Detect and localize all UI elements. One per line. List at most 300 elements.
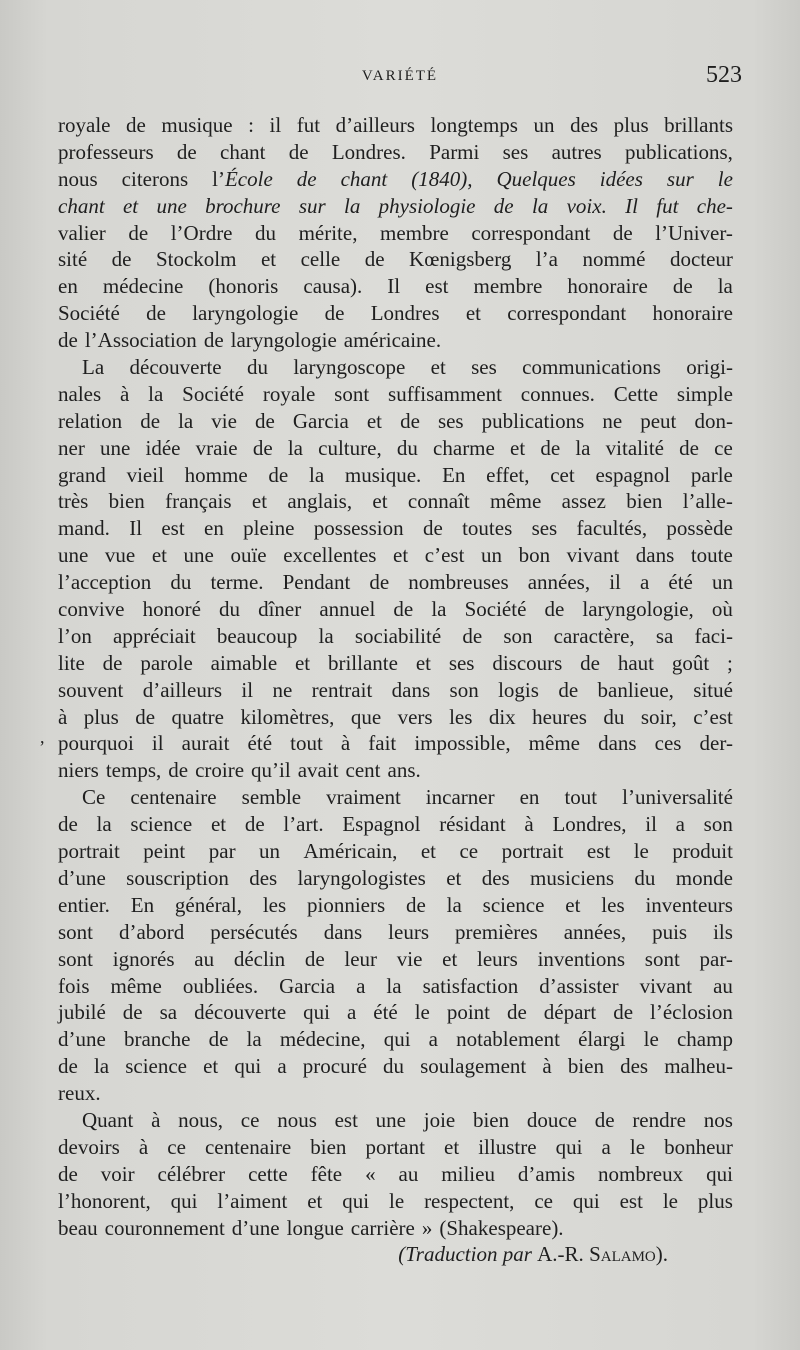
word: et <box>294 650 311 675</box>
text-line <box>58 730 740 757</box>
word: a <box>277 1054 287 1079</box>
word: et <box>465 301 481 326</box>
word: la <box>96 812 112 837</box>
word: du <box>383 1054 405 1079</box>
word: est <box>586 839 611 864</box>
text-line <box>58 246 740 273</box>
word: du <box>634 865 656 890</box>
word: lite <box>58 650 85 675</box>
margin-mark: , <box>40 727 45 747</box>
word: qui <box>170 1188 198 1213</box>
word: Parmi <box>429 139 480 164</box>
word: d’amis <box>517 1161 576 1186</box>
credit-initials: A.-R. <box>537 1242 590 1267</box>
word: brillante <box>327 650 398 675</box>
word: français <box>165 489 232 514</box>
word: peut <box>640 408 677 433</box>
word: (1840), <box>411 166 473 191</box>
word: inventeurs <box>645 892 733 917</box>
word: une <box>100 435 131 460</box>
word: joie <box>423 1107 456 1132</box>
word: de <box>613 1000 634 1025</box>
word: c’est <box>424 543 465 568</box>
word: chant <box>220 139 266 164</box>
word: même <box>110 973 162 998</box>
word: Garcia <box>279 973 336 998</box>
word: des <box>620 1054 649 1079</box>
word: semble <box>241 785 302 810</box>
word: dîner <box>258 597 302 622</box>
credit-name: Salamo <box>589 1242 656 1267</box>
word: persécutés <box>210 919 298 944</box>
word: bonheur <box>664 1134 733 1159</box>
word: puis <box>652 919 688 944</box>
word: de <box>58 328 78 353</box>
word: ils <box>713 919 733 944</box>
running-title: VARIÉTÉ <box>361 68 439 84</box>
word: aimable <box>210 650 278 675</box>
word: champ <box>676 1027 733 1052</box>
text-line <box>58 677 740 704</box>
word: bien <box>108 489 145 514</box>
word: départ <box>543 1000 597 1025</box>
word: Société <box>182 381 244 406</box>
word: physiologie <box>378 193 476 218</box>
word: simple <box>676 381 733 406</box>
word: son <box>449 677 479 702</box>
word: de <box>594 1107 615 1132</box>
word: à <box>151 1107 161 1132</box>
word: portant <box>365 1134 425 1159</box>
word: notablement <box>456 1027 560 1052</box>
word: Espagnol <box>342 812 421 837</box>
word: de <box>140 408 161 433</box>
word: idées <box>599 166 643 191</box>
word: correspondant <box>471 220 591 245</box>
word: science <box>125 1054 187 1079</box>
word: été <box>247 731 273 756</box>
word: fut <box>296 113 321 137</box>
word: musique <box>161 113 233 137</box>
page-number: 523 <box>706 62 742 88</box>
word: de <box>58 812 78 837</box>
word: vie <box>396 946 423 971</box>
word: été <box>373 1000 398 1025</box>
word: des <box>481 865 510 890</box>
text-line <box>58 1215 740 1242</box>
word: l’universalité <box>622 785 733 810</box>
word: du <box>246 355 268 380</box>
word: incarner <box>425 785 495 810</box>
word: centenaire <box>130 785 217 810</box>
word: le <box>633 839 649 864</box>
word: a <box>601 1134 611 1159</box>
word: a <box>356 973 366 998</box>
word: du <box>396 435 418 460</box>
word: a <box>346 1000 357 1025</box>
word: impossible, <box>414 731 511 756</box>
text-line <box>58 408 740 435</box>
word: parle <box>690 462 733 487</box>
text-line <box>58 273 740 300</box>
word: respectent, <box>424 1188 515 1213</box>
word: Londres <box>370 301 440 326</box>
word: l’on <box>58 623 92 648</box>
word: de <box>558 677 579 702</box>
word: (honoris <box>208 274 279 299</box>
word: une <box>375 1107 406 1132</box>
text-line <box>58 1026 740 1053</box>
word: laryngologie, <box>582 597 694 622</box>
word: l’honorent, <box>58 1188 151 1213</box>
word: le <box>643 1027 659 1052</box>
word: qui <box>572 1188 600 1213</box>
word: tout <box>290 731 323 756</box>
word: nommé <box>582 247 646 272</box>
word: de <box>244 812 265 837</box>
word: été <box>668 570 693 595</box>
word: Pendant <box>282 570 351 595</box>
word: kilomètres, <box>240 704 335 729</box>
word: ignorés <box>112 946 175 971</box>
word: de <box>208 1027 229 1052</box>
word: l’aiment <box>217 1188 288 1213</box>
word: en <box>58 274 78 299</box>
word: niers <box>58 758 99 783</box>
word: de <box>288 139 309 164</box>
word: il <box>241 677 254 702</box>
word: pourquoi <box>58 731 134 756</box>
word: souscription <box>126 865 229 890</box>
word: l’Association <box>84 328 197 353</box>
word: nales <box>58 381 102 406</box>
credit-open-paren: ( <box>398 1242 406 1267</box>
word: rendre <box>632 1107 686 1132</box>
word: docteur <box>669 247 733 272</box>
word: leurs <box>477 946 518 971</box>
word: et <box>446 865 462 890</box>
word: ces <box>654 731 682 756</box>
word: correspondant <box>507 301 627 326</box>
text-line <box>58 784 740 811</box>
word: un <box>481 543 503 568</box>
word: nos <box>703 1107 733 1132</box>
word: toutes <box>462 516 513 541</box>
word: la <box>178 408 194 433</box>
word: de <box>296 166 317 191</box>
word: premières <box>454 919 538 944</box>
word: et <box>203 1054 219 1079</box>
word: temps, <box>105 758 162 783</box>
word: est <box>161 516 185 541</box>
word: cette <box>248 1161 288 1186</box>
word: possession <box>313 516 404 541</box>
word: che- <box>696 193 733 218</box>
word: qu’il <box>251 758 291 783</box>
word: soulagement <box>420 1054 527 1079</box>
word: et <box>251 489 268 514</box>
text-line <box>58 811 740 838</box>
word: très <box>58 489 89 514</box>
word: d’une <box>231 1215 280 1240</box>
word: de <box>126 113 146 137</box>
word: plus <box>83 704 119 729</box>
text-line <box>58 166 740 193</box>
word: discours <box>492 650 563 675</box>
word: un <box>711 570 733 595</box>
word: du <box>170 570 192 595</box>
word: années, <box>527 570 591 595</box>
word: le <box>414 1000 430 1025</box>
word: des <box>249 865 278 890</box>
word: la <box>431 597 447 622</box>
word: branche <box>123 1027 191 1052</box>
word: pionniers <box>306 892 386 917</box>
word: de <box>254 408 275 433</box>
word: à <box>138 1134 149 1159</box>
word: possède <box>666 516 733 541</box>
word: honoraire <box>567 274 648 299</box>
word: leurs <box>388 919 429 944</box>
word: la <box>386 973 402 998</box>
word: un <box>533 113 555 137</box>
word: est <box>425 274 449 299</box>
word: au <box>713 973 733 998</box>
word: et <box>372 489 388 514</box>
word: portrait <box>501 839 564 864</box>
word: valier <box>58 220 106 245</box>
word: la <box>575 435 591 460</box>
word: souvent <box>58 677 124 702</box>
word: laryngologie <box>230 328 337 353</box>
word: à <box>524 812 534 837</box>
word: le <box>389 1188 405 1213</box>
word: appréciait <box>112 623 196 648</box>
word: honoraire <box>652 301 733 326</box>
word: du <box>219 597 240 622</box>
text-line <box>58 193 740 220</box>
word: relation <box>58 408 123 433</box>
word: toute <box>690 543 733 568</box>
word: Ce <box>82 785 106 810</box>
text-line <box>58 623 740 650</box>
word: sa <box>655 623 674 648</box>
word: malheu- <box>664 1054 733 1079</box>
word: origi- <box>686 355 733 380</box>
word: longtemps <box>430 113 518 137</box>
word: ses <box>448 650 475 675</box>
word: peint <box>143 839 186 864</box>
word: leur <box>344 946 378 971</box>
word: de <box>168 758 189 783</box>
word: des <box>570 113 599 137</box>
word: le <box>662 1188 678 1213</box>
word: anglais, <box>287 489 353 514</box>
word: royale <box>58 113 111 137</box>
word: douce <box>526 1107 578 1132</box>
text-line <box>58 139 740 166</box>
word: ce <box>240 1107 260 1132</box>
text-line <box>58 112 740 139</box>
word: parole <box>140 650 193 675</box>
text-line <box>58 973 740 1000</box>
word: de <box>493 193 514 218</box>
text-line <box>58 462 740 489</box>
text-line <box>58 488 740 515</box>
word: brochure <box>205 193 281 218</box>
word: situé <box>693 677 733 702</box>
word: fois <box>58 973 90 998</box>
word: dans <box>323 919 363 944</box>
word: carrière <box>350 1215 415 1240</box>
text-line <box>58 865 740 892</box>
word: d’une <box>58 865 106 890</box>
word: publications, <box>624 139 733 164</box>
word: idée <box>145 435 181 460</box>
word: à <box>340 731 351 756</box>
word: une <box>183 543 214 568</box>
word: mérite, <box>298 220 358 245</box>
text-line <box>58 542 740 569</box>
word: vitalité <box>605 435 664 460</box>
word: sur <box>298 193 326 218</box>
word: Cette <box>613 381 659 406</box>
word: vivant <box>639 973 693 998</box>
text-line <box>58 1107 740 1134</box>
word: général, <box>174 892 242 917</box>
word: une <box>156 193 187 218</box>
word: beaucoup <box>216 623 298 648</box>
word: la <box>446 892 462 917</box>
word: années, <box>563 919 627 944</box>
word: Il <box>625 193 638 218</box>
word: il <box>645 812 657 837</box>
word: de <box>58 1054 78 1079</box>
word: de <box>422 516 443 541</box>
word: autres <box>551 139 602 164</box>
word: sont <box>334 381 370 406</box>
word: bien <box>567 1054 604 1079</box>
word: bien <box>472 1107 510 1132</box>
word: les <box>449 704 473 729</box>
word: excellentes <box>283 543 377 568</box>
word: du <box>255 220 277 245</box>
word: de <box>111 247 132 272</box>
word: et <box>510 435 526 460</box>
word: et <box>444 1134 460 1159</box>
word: de <box>268 462 289 487</box>
word: banlieue, <box>597 677 674 702</box>
word: la <box>318 623 334 648</box>
word: plus <box>613 113 649 137</box>
word: oubliées. <box>182 973 259 998</box>
word: causa). <box>303 274 363 299</box>
word: a <box>428 1027 438 1052</box>
word: ce <box>167 1134 186 1159</box>
word: et <box>307 1188 323 1213</box>
word: En <box>442 462 466 487</box>
word: en <box>204 516 224 541</box>
word: d’ailleurs <box>142 677 223 702</box>
word: de <box>506 1000 527 1025</box>
word: de <box>540 435 561 460</box>
text-line <box>58 1161 740 1188</box>
word: beau <box>58 1215 98 1240</box>
word: citerons <box>121 166 189 191</box>
word: et <box>415 650 431 675</box>
word: les <box>601 892 625 917</box>
word: vue <box>104 543 136 568</box>
word: de <box>203 328 224 353</box>
word: Stockolm <box>155 247 237 272</box>
word: couronnement <box>104 1215 225 1240</box>
word: le <box>717 166 733 191</box>
word: et <box>430 355 446 380</box>
word: chant <box>340 166 388 191</box>
text-line <box>58 435 740 462</box>
word: Société <box>464 597 527 622</box>
word: découverte <box>194 1000 287 1025</box>
word: qui <box>706 1161 733 1186</box>
word: ses <box>531 516 558 541</box>
word: l’art. <box>283 812 324 837</box>
word: même <box>528 731 580 756</box>
word: élargi <box>578 1027 626 1052</box>
word: et <box>442 946 458 971</box>
word: nombreux <box>597 1161 684 1186</box>
word: de <box>146 301 166 326</box>
word: fait <box>368 731 397 756</box>
word: bien <box>310 1134 347 1159</box>
word: (Shakespeare). <box>439 1215 564 1240</box>
word: de <box>580 650 600 675</box>
word: de <box>462 623 483 648</box>
text-line <box>58 1053 740 1080</box>
word: tout <box>564 785 598 810</box>
credit-close: ). <box>655 1242 668 1267</box>
word: la <box>93 1054 110 1079</box>
word: de <box>400 408 420 433</box>
word: même <box>490 489 542 514</box>
word: cet <box>550 462 575 487</box>
word: ses <box>471 355 497 380</box>
word: de <box>405 892 426 917</box>
word: logis <box>498 677 539 702</box>
word: américaine. <box>343 328 442 353</box>
word: ses <box>502 139 529 164</box>
word: découverte <box>129 355 222 380</box>
word: pleine <box>243 516 295 541</box>
word: bien <box>626 489 663 514</box>
word: fut <box>656 193 679 218</box>
word: charme <box>433 435 495 460</box>
word: a <box>675 812 685 837</box>
word: est <box>334 1107 358 1132</box>
word: portrait <box>58 839 120 864</box>
word: ses <box>437 408 464 433</box>
word: l’École <box>212 166 273 191</box>
word: procuré <box>302 1054 367 1079</box>
word: science <box>130 812 193 837</box>
word: la <box>308 462 325 487</box>
word: voix. <box>566 193 607 218</box>
word: de <box>252 435 273 460</box>
translator-credit <box>58 1241 740 1268</box>
word: et <box>420 839 437 864</box>
word: de <box>122 1000 143 1025</box>
word: Société <box>58 301 120 326</box>
word: vie <box>211 408 237 433</box>
